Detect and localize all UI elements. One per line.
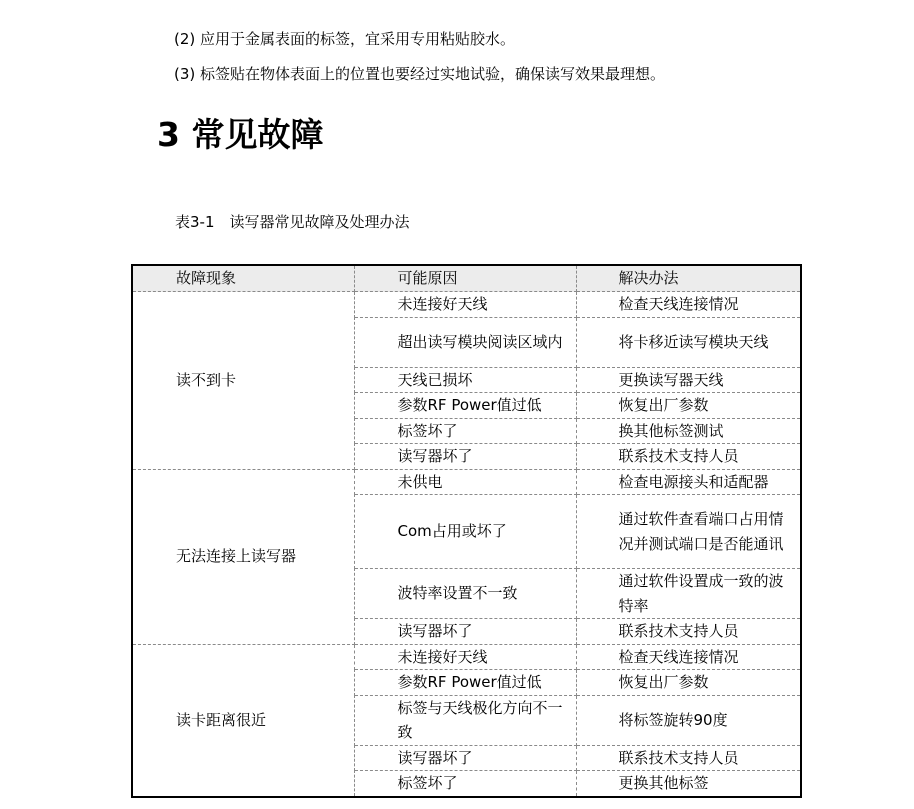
header-cause: 可能原因 [354,265,576,292]
symptom-cell: 无法连接上读写器 [132,469,354,644]
table-row [132,292,801,318]
cause-cell: 标签与天线极化方向不一致 [354,695,576,745]
table-row [132,469,801,495]
cause-cell: 超出读写模块阅读区域内 [354,317,576,367]
solution-cell: 恢复出厂参数 [576,670,801,696]
cause-cell: 标签坏了 [354,771,576,797]
solution-cell: 恢复出厂参数 [576,393,801,419]
paragraph-item-2: (2) 应用于金属表面的标签，宜采用专用粘贴胶水。 [174,30,516,48]
cause-cell: 未供电 [354,469,576,495]
solution-cell: 检查电源接头和适配器 [576,469,801,495]
cause-cell: 标签坏了 [354,418,576,444]
table-caption: 表3-1 读写器常见故障及处理办法 [175,213,410,231]
cause-cell: 读写器坏了 [354,444,576,470]
symptom-cell: 读卡距离很近 [132,644,354,797]
symptom-cell: 读不到卡 [132,292,354,470]
cause-cell: 参数RF Power值过低 [354,670,576,696]
solution-cell: 更换读写器天线 [576,367,801,393]
solution-cell: 更换其他标签 [576,771,801,797]
solution-cell: 检查天线连接情况 [576,644,801,670]
solution-cell: 将标签旋转90度 [576,695,801,745]
table-row [132,644,801,670]
section-title: 3 常见故障 [157,115,324,154]
fault-table [131,264,802,798]
solution-cell: 换其他标签测试 [576,418,801,444]
header-solution: 解决办法 [576,265,801,292]
paragraph-item-3: (3) 标签贴在物体表面上的位置也要经过实地试验，确保读写效果最理想。 [174,65,666,83]
cause-cell: 未连接好天线 [354,644,576,670]
cause-cell: 波特率设置不一致 [354,569,576,619]
solution-cell: 联系技术支持人员 [576,745,801,771]
cause-cell: 未连接好天线 [354,292,576,318]
solution-cell: 通过软件查看端口占用情况并测试端口是否能通讯 [576,495,801,569]
solution-cell: 将卡移近读写模块天线 [576,317,801,367]
header-symptom: 故障现象 [132,265,354,292]
solution-cell: 联系技术支持人员 [576,444,801,470]
cause-cell: 读写器坏了 [354,745,576,771]
cause-cell: Com占用或坏了 [354,495,576,569]
solution-cell: 通过软件设置成一致的波特率 [576,569,801,619]
solution-cell: 检查天线连接情况 [576,292,801,318]
cause-cell: 读写器坏了 [354,619,576,645]
cause-cell: 参数RF Power值过低 [354,393,576,419]
solution-cell: 联系技术支持人员 [576,619,801,645]
table-header-row [132,265,801,292]
cause-cell: 天线已损坏 [354,367,576,393]
